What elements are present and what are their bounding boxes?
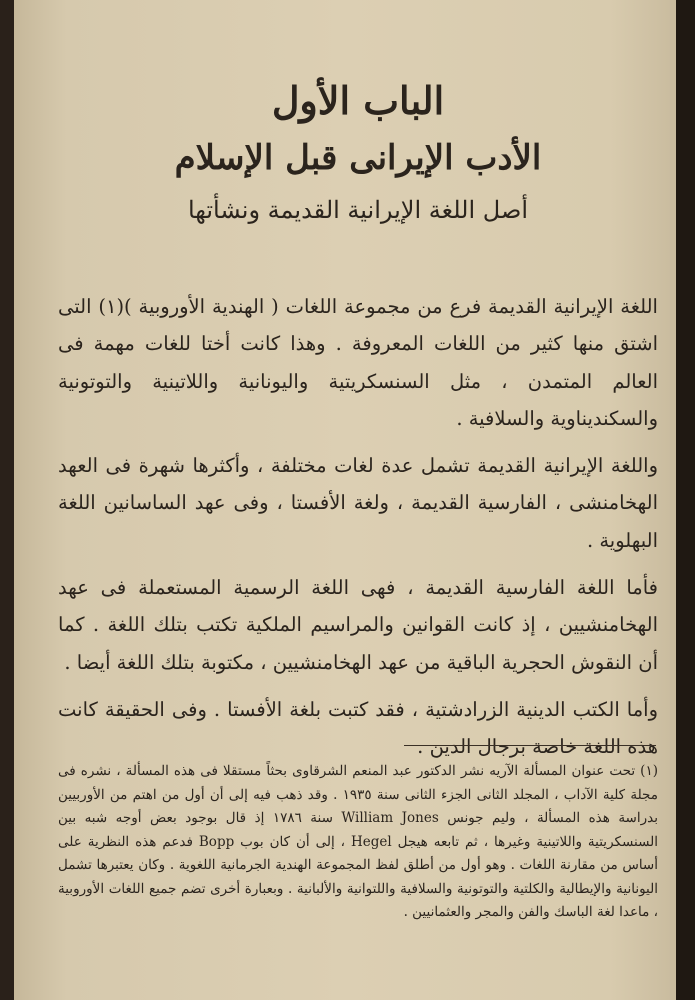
footnote: [58, 760, 658, 925]
footnote-text: (١) تحت عنوان المسألة الآريه نشر الدكتور عبد المنعم الشرقاوى بحثاً مستقلا فى هذه المسألة ، نشره فى مجلة كلية الآداب ، المجلد الثانى الجزء الثانى سنة ١٩٣٥ . وقد ذهب فيه إلى أن أول من اهتم من الأوربيين بدراسة هذه المسألة ، وليم جونس William Jones سنة ١٧٨٦ إذ قال بوجود بعض أوجه شبه بين السنسكريتية واللاتينية وغيرها ، ثم تابعه هيجل Hegel ، إلى أن كان بوب Bopp فدعم هذه النظرية على أساس من مقارنة اللغات . وهو أول من أطلق لفظ المجموعة الهندية الجرمانية اللغوية . وكان يعتبرها تشمل اليونانية والإيطالية والكلتية والتوتونية والسلافية واللتوانية والألبانية . وبعبارة أخرى تضم جميع اللغات الأوروبية ، ماعدا لغة الباسك والفن والمجر والعثمانيين .: [58, 763, 658, 920]
paragraph: واللغة الإيرانية القديمة تشمل عدة لغات مختلفة ، وأكثرها شهرة فى العهد الهخامنشى ، الفارسية القديمة ، ولغة الأفستا ، وفى عهد الساسانين اللغة البهلوية .: [58, 454, 658, 552]
paragraph: وأما الكتب الدينية الزرادشتية ، فقد كتبت بلغة الأفستا . وفى الحقيقة كانت هذه اللغة خاصة برجال الدين .: [58, 697, 658, 759]
body-text: [58, 288, 658, 776]
section-subtitle: أصل اللغة الإيرانية القديمة ونشأتها: [187, 196, 529, 224]
paragraph: فأما اللغة الفارسية القديمة ، فهى اللغة الرسمية المستعملة فى عهد الهخامنشيين ، إذ كانت القوانين والمراسيم الملكية تكتب بتلك اللغة . كما أن النقوش الحجرية الباقية من عهد الهخامنشيين ، مكتوبة بتلك اللغة أيضا .: [58, 576, 658, 674]
background-edge: [676, 0, 695, 1000]
paragraph: اللغة الإيرانية القديمة فرع من مجموعة اللغات ( الهندية الأوروبية )(١) التى اشتق منها كثير من اللغات المعروفة . وهذا كانت أختا للغات مهمة فى العالم المتمدن ، مثل السنسكريتية واليونانية واللاتينية والتوتونية والسكنديناوية والسلافية .: [58, 295, 658, 430]
chapter-title: الأدب الإيرانى قبل الإسلام: [174, 138, 542, 178]
footnote-divider: [404, 745, 656, 746]
chapter-heading: الباب الأول: [271, 78, 445, 123]
